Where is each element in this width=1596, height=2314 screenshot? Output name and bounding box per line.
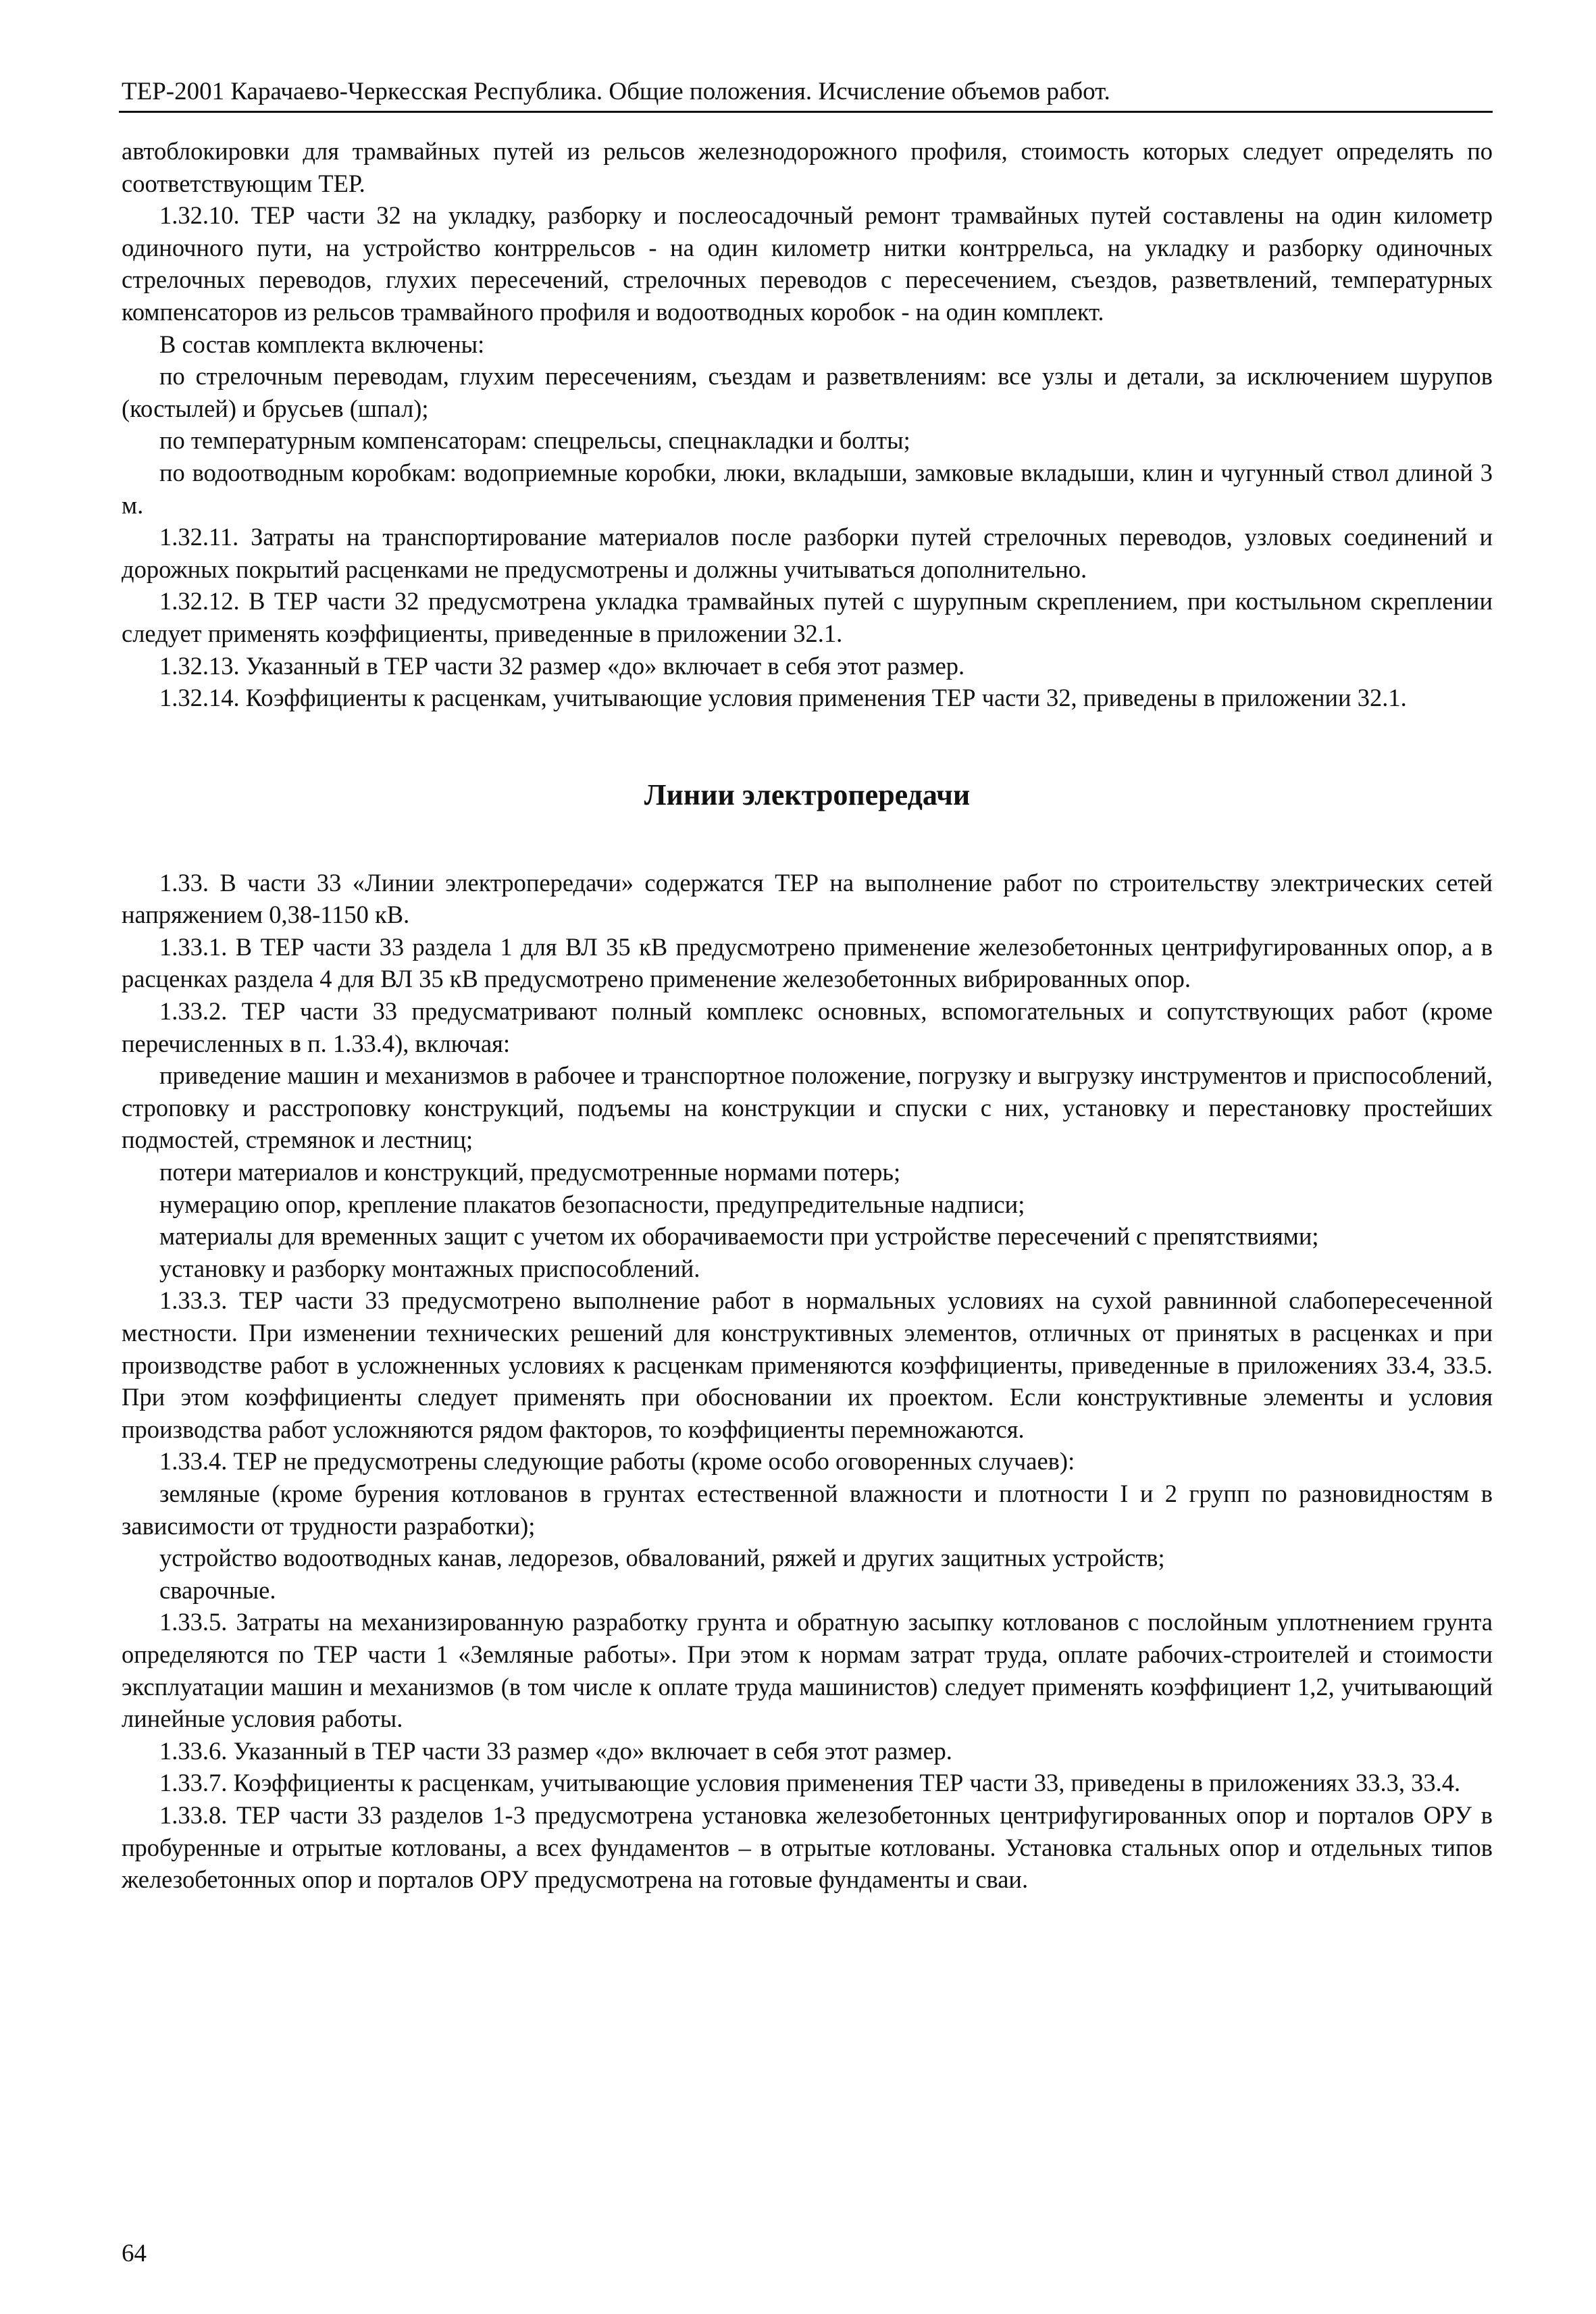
paragraph: 1.32.14. Коэффициенты к расценкам, учитывающие условия применения ТЕР части 32, приведены в приложении 32.1. [159,684,1407,712]
paragraph: 1.32.12. В ТЕР части 32 предусмотрена укладка трамвайных путей с шурупным скреплением, при костыльном скреплении следует применять коэффициенты, приведенные в приложении 32.1. [122,587,1493,647]
paragraph: автоблокировки для трамвайных путей из рельсов железнодорожного профиля, стоимость которых следует определять по соответствующим ТЕР. [122,137,1493,197]
paragraph: нумерацию опор, крепление плакатов безопасности, предупредительные надписи; [159,1190,1025,1218]
paragraph: 1.33.2. ТЕР части 33 предусматривают полный комплекс основных, вспомогательных и сопутствующих работ (кроме перечисленных в п. 1.33.4), включая: [122,997,1493,1057]
paragraph: материалы для временных защит с учетом их оборачиваемости при устройстве пересечений с препятствиями; [159,1222,1319,1251]
page-number: 64 [122,2240,147,2267]
paragraph: 1.33.6. Указанный в ТЕР части 33 размер «до» включает в себя этот размер. [159,1736,952,1765]
header-rule [119,111,1493,113]
paragraph: потери материалов и конструкций, предусмотренные нормами потерь; [159,1158,901,1186]
page-header: ТЕР-2001 Карачаево-Черкесская Республика. Общие положения. Исчисление объемов работ. [122,78,1110,105]
paragraph: по температурным компенсаторам: спецрельсы, спецнакладки и болты; [159,426,910,455]
paragraph: 1.33.7. Коэффициенты к расценкам, учитывающие условия применения ТЕР части 33, приведены в приложениях 33.3, 33.4. [159,1769,1461,1797]
paragraph: приведение машин и механизмов в рабочее и транспортное положение, погрузку и выгрузку инструментов и приспособлений, строповку и расстроповку конструкций, подъемы на конструкции и спуски с них, установку и перестановку простейших подмостей, стремянок и лестниц; [122,1061,1493,1154]
paragraph: сварочные. [159,1576,276,1604]
paragraph: 1.33.8. ТЕР части 33 разделов 1-3 предусмотрена установка железобетонных центрифугированных опор и порталов ОРУ в пробуренные и отрытые котлованы, а всех фундаментов – в отрытые котлованы. Установка стальных опор и отдельных типов железобетонных опор и порталов ОРУ предусмотрена на готовые фундаменты и сваи. [122,1801,1493,1894]
paragraph: 1.33.5. Затраты на механизированную разработку грунта и обратную засыпку котлованов с послойным уплотнением грунта определяются по ТЕР части 1 «Земляные работы». При этом к нормам затрат труда, оплате рабочих-строителей и стоимости эксплуатации машин и механизмов (в том числе к оплате труда машинистов) следует применять коэффициент 1,2, учитывающий линейные условия работы. [122,1608,1493,1733]
paragraph: 1.32.10. ТЕР части 32 на укладку, разборку и послеосадочный ремонт трамвайных путей составлены на один километр одиночного пути, на устройство контррельсов - на один километр нитки контррельса, на укладку и разборку одиночных стрелочных переводов, глухих пересечений, стрелочных переводов с пересечением, съездов, разветвлений, температурных компенсаторов из рельсов трамвайного профиля и водоотводных коробок - на один комплект. [122,201,1493,326]
paragraph: 1.33. В части 33 «Линии электропередачи» содержатся ТЕР на выполнение работ по строительству электрических сетей напряжением 0,38-1150 кВ. [122,868,1493,929]
section-heading: Линии электропередачи [644,778,971,811]
paragraph: 1.32.13. Указанный в ТЕР части 32 размер «до» включает в себя этот размер. [159,651,965,680]
paragraph: В состав комплекта включены: [159,330,485,358]
paragraph: 1.32.11. Затраты на транспортирование материалов после разборки путей стрелочных переводов, узловых соединений и дорожных покрытий расценками не предусмотрены и должны учитываться дополнительно. [122,523,1493,583]
paragraph: установку и разборку монтажных приспособлений. [159,1254,700,1282]
paragraph: по водоотводным коробкам: водоприемные коробки, люки, вкладыши, замковые вкладыши, клин и чугунный ствол длиной 3 м. [122,458,1493,519]
paragraph: земляные (кроме бурения котлованов в грунтах естественной влажности и плотности I и 2 групп по разновидностям в зависимости от трудности разработки); [122,1479,1493,1540]
paragraph: по стрелочным переводам, глухим пересечениям, съездам и разветвлениям: все узлы и детали, за исключением шурупов (костылей) и брусьев (шпал); [122,362,1493,422]
paragraph: 1.33.4. ТЕР не предусмотрены следующие работы (кроме особо оговоренных случаев): [159,1447,1075,1476]
paragraph: устройство водоотводных канав, ледорезов, обвалований, ряжей и других защитных устройств; [159,1544,1165,1572]
paragraph: 1.33.1. В ТЕР части 33 раздела 1 для ВЛ 35 кВ предусмотрено применение железобетонных центрифугированных опор, а в расценках раздела 4 для ВЛ 35 кВ предусмотрено применение железобетонных вибрированных опор. [122,932,1493,993]
document-body [122,135,1493,1896]
paragraph: 1.33.3. ТЕР части 33 предусмотрено выполнение работ в нормальных условиях на сухой равнинной слабопересеченной местности. При изменении технических решений для конструктивных элементов, отличных от принятых в расценках и при производстве работ в усложненных условиях к расценкам применяются коэффициенты, приведенные в приложениях 33.4, 33.5. При этом коэффициенты следует применять при обосновании их проектом. Если конструктивные элементы и условия производства работ усложняются рядом факторов, то коэффициенты перемножаются. [122,1286,1493,1443]
